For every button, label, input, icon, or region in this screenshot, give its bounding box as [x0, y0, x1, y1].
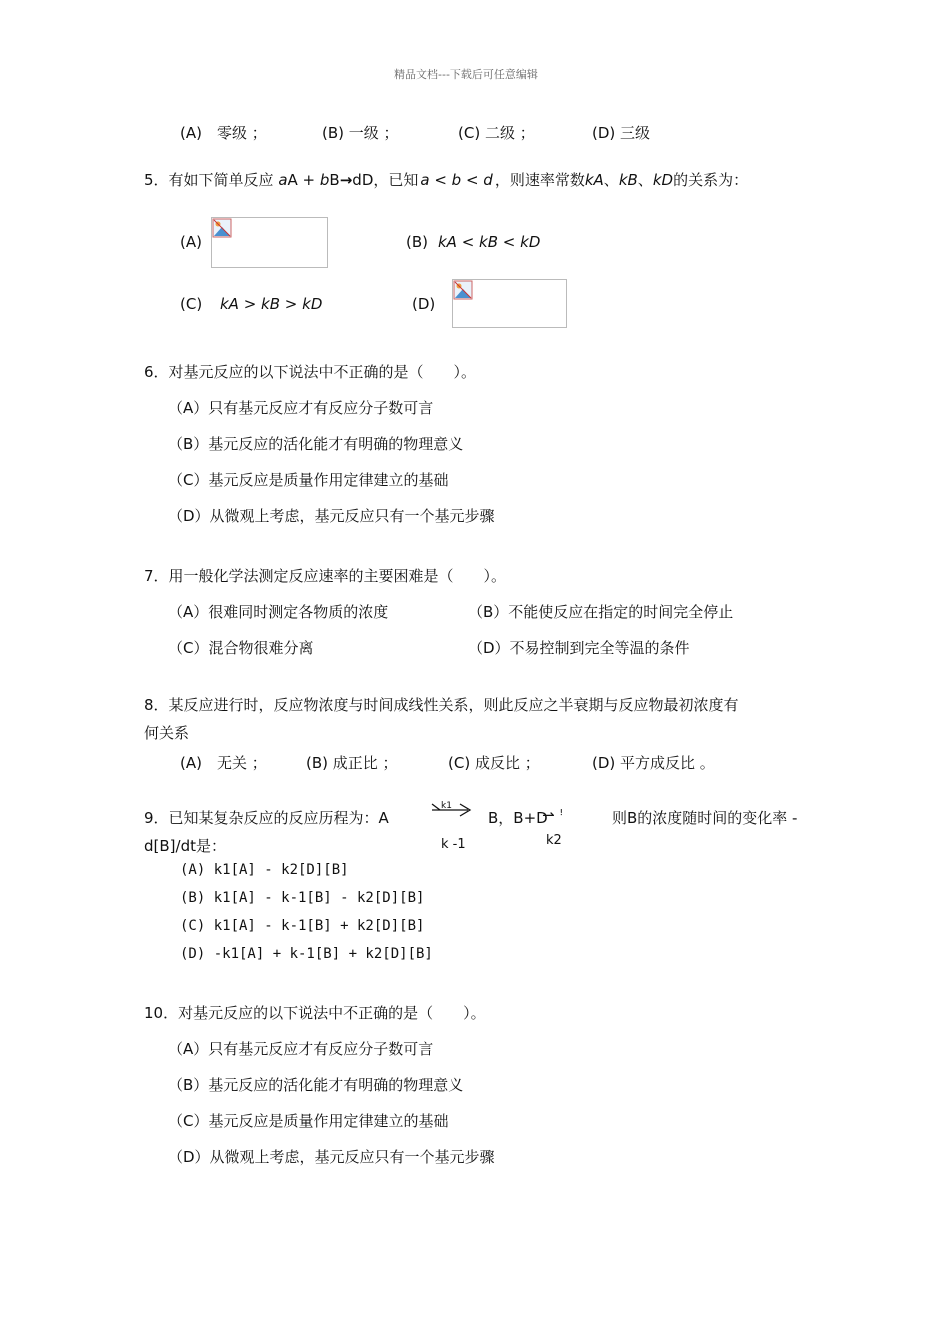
q9-second-arrow: ⇀ ꜝ — [542, 806, 564, 824]
q5-option-c-text: kA > kB > kD — [220, 295, 323, 313]
q5-stem: 5．有如下简单反应 aA + bB→dD，已知 a < b < d ，则速率常数kA、kB、kD的关系为： — [144, 171, 749, 189]
q5-option-c-label: (C) — [180, 295, 203, 313]
q8-option-a: (A) 无关 ； — [180, 754, 267, 772]
q8-option-c: (C) 成反比 ； — [448, 754, 540, 772]
q6-option-d: （D）从微观上考虑，基元反应只有一个基元步骤 — [168, 507, 495, 525]
q8-stem-line1: 8．某反应进行时，反应物浓度与时间成线性关系，则此反应之半衰期与反应物最初浓度有 — [144, 696, 739, 714]
q10-option-c: （C）基元反应是质量作用定律建立的基础 — [168, 1112, 449, 1130]
q7-option-b: （B）不能使反应在指定的时间完全停止 — [468, 603, 734, 621]
q7-stem: 7．用一般化学法测定反应速率的主要困难是（ ）。 — [144, 567, 507, 585]
q9-option-d: (D) -k1[A] + k-1[B] + k2[D][B] — [180, 946, 433, 962]
q4-option-c: (C) 二级 ； — [458, 124, 535, 142]
q6-option-a: （A）只有基元反应才有反应分子数可言 — [168, 399, 434, 417]
q4-option-b: (B) 一级 ； — [322, 124, 399, 142]
q7-option-d: （D）不易控制到完全等温的条件 — [468, 639, 690, 657]
q5-option-b-label: (B) — [406, 233, 428, 251]
q4-option-a: (A) 零级 ； — [180, 124, 267, 142]
q5-option-b-text: kA < kB < kD — [438, 233, 541, 251]
q6-option-b: （B）基元反应的活化能才有明确的物理意义 — [168, 435, 464, 453]
q10-option-d: （D）从微观上考虑，基元反应只有一个基元步骤 — [168, 1148, 495, 1166]
q10-option-a: （A）只有基元反应才有反应分子数可言 — [168, 1040, 434, 1058]
q4-option-d: (D) 三级 — [592, 124, 651, 142]
q8-option-d: (D) 平方成反比 。 — [592, 754, 715, 772]
broken-image-icon — [453, 280, 473, 300]
q9-stem-part3: 则B的浓度随时间的变化率 - — [612, 809, 798, 827]
q5-option-a-label: (A) — [180, 233, 202, 251]
q9-option-a: (A) k1[A] - k2[D][B] — [180, 862, 349, 878]
q10-option-b: （B）基元反应的活化能才有明确的物理意义 — [168, 1076, 464, 1094]
q5-option-a-image — [211, 217, 328, 268]
q9-option-b: (B) k1[A] - k-1[B] - k2[D][B] — [180, 890, 425, 906]
q9-k1-label: k1 — [441, 801, 452, 811]
q9-stem-line2: d[B]/dt是： — [144, 837, 226, 855]
equilibrium-arrow-icon — [430, 800, 474, 820]
q9-reversible-arrow — [430, 800, 474, 820]
q9-stem-part1: 9．已知某复杂反应的反应历程为：A — [144, 809, 389, 827]
q7-option-a: （A）很难同时测定各物质的浓度 — [168, 603, 389, 621]
q8-stem-line2: 何关系 — [144, 724, 190, 742]
q9-k-minus1-label: k -1 — [441, 837, 466, 852]
q10-stem: 10．对基元反应的以下说法中不正确的是（ ）。 — [144, 1004, 486, 1022]
q8-option-b: (B) 成正比 ； — [306, 754, 398, 772]
q6-option-c: （C）基元反应是质量作用定律建立的基础 — [168, 471, 449, 489]
q5-option-d-image — [452, 279, 567, 328]
page-header: 精品文档---下载后可任意编辑 — [394, 68, 538, 81]
q9-option-c: (C) k1[A] - k-1[B] + k2[D][B] — [180, 918, 425, 934]
q7-option-c: （C）混合物很难分离 — [168, 639, 314, 657]
q6-stem: 6．对基元反应的以下说法中不正确的是（ ）。 — [144, 363, 477, 381]
q9-stem-part2: B，B+D — [488, 809, 548, 827]
broken-image-icon — [212, 218, 232, 238]
q9-k2-label: k2 — [546, 833, 562, 848]
q5-option-d-label: (D) — [412, 295, 436, 313]
